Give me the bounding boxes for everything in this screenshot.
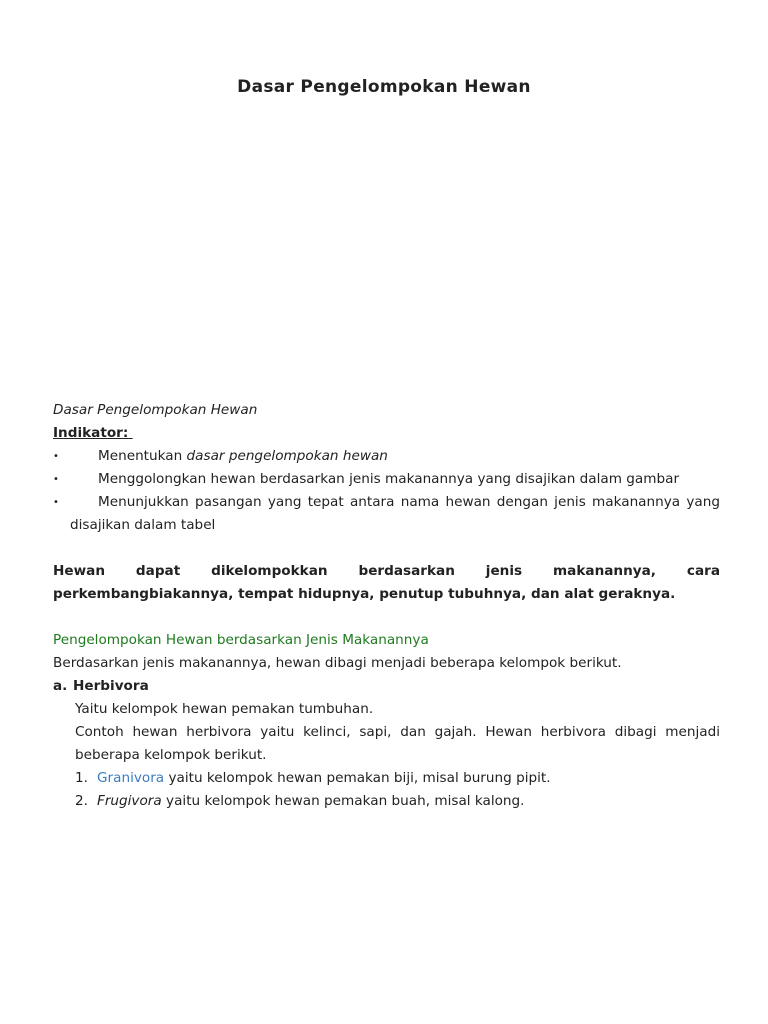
summary-paragraph: Hewan dapat dikelompokkan berdasarkan jenis makanannya, cara perkembangbiakannya, tempat hidupnya, penutup tubuhnya, dan alat geraknya. <box>53 563 720 602</box>
indicator-text: pasangan yang tepat antara nama hewan dengan jenis makanannya yang disajikan dalam tabel <box>70 494 720 533</box>
subtype-term: Frugivora <box>97 793 162 809</box>
indicator-lead: Menunjukkan <box>98 494 189 510</box>
herbivora-marker: a. <box>53 678 68 694</box>
subtype-item <box>75 790 720 813</box>
herbivora-definition: Yaitu kelompok hewan pemakan tumbuhan. <box>75 701 374 717</box>
section-heading: Pengelompokan Hewan berdasarkan Jenis Makanannya <box>53 632 429 648</box>
indicator-heading <box>53 422 720 445</box>
indicator-item <box>53 468 720 491</box>
subtype-desc: yaitu kelompok hewan pemakan biji, misal burung pipit. <box>164 770 551 786</box>
indicator-emphasis: dasar pengelompokan hewan <box>186 448 388 464</box>
page-title: Dasar Pengelompokan Hewan <box>237 77 531 97</box>
bullet-icon: • <box>53 474 59 485</box>
bullet-icon: • <box>53 451 59 462</box>
granivora-link[interactable]: Granivora <box>97 770 165 786</box>
herbivora-body <box>53 698 720 813</box>
indicator-list <box>53 445 720 537</box>
bullet-icon: • <box>53 497 59 508</box>
intro-subtitle: Dasar Pengelompokan Hewan <box>53 402 258 418</box>
herbivora-heading <box>53 675 720 698</box>
subtype-number: 1. <box>75 770 88 786</box>
subtype-desc: yaitu kelompok hewan pemakan buah, misal kalong. <box>161 793 525 809</box>
indicator-lead: Menggolongkan <box>98 471 207 487</box>
indicator-item <box>53 491 720 537</box>
herbivora-subtype-list <box>75 767 720 813</box>
subtype-item <box>75 767 720 790</box>
section-intro: Berdasarkan jenis makanannya, hewan dibagi menjadi beberapa kelompok berikut. <box>53 655 622 671</box>
indicator-item <box>53 445 720 468</box>
herbivora-title: Herbivora <box>73 678 149 694</box>
indicator-lead: Menentukan <box>98 448 183 464</box>
indicator-label: Indikator: <box>53 425 129 441</box>
subtype-number: 2. <box>75 793 88 809</box>
herbivora-examples: Contoh hewan herbivora yaitu kelinci, sapi, dan gajah. Hewan herbivora dibagi menjadi beberapa kelompok berikut. <box>75 724 720 763</box>
indicator-text: hewan berdasarkan jenis makanannya yang disajikan dalam gambar <box>210 471 680 487</box>
document-body <box>53 399 720 813</box>
